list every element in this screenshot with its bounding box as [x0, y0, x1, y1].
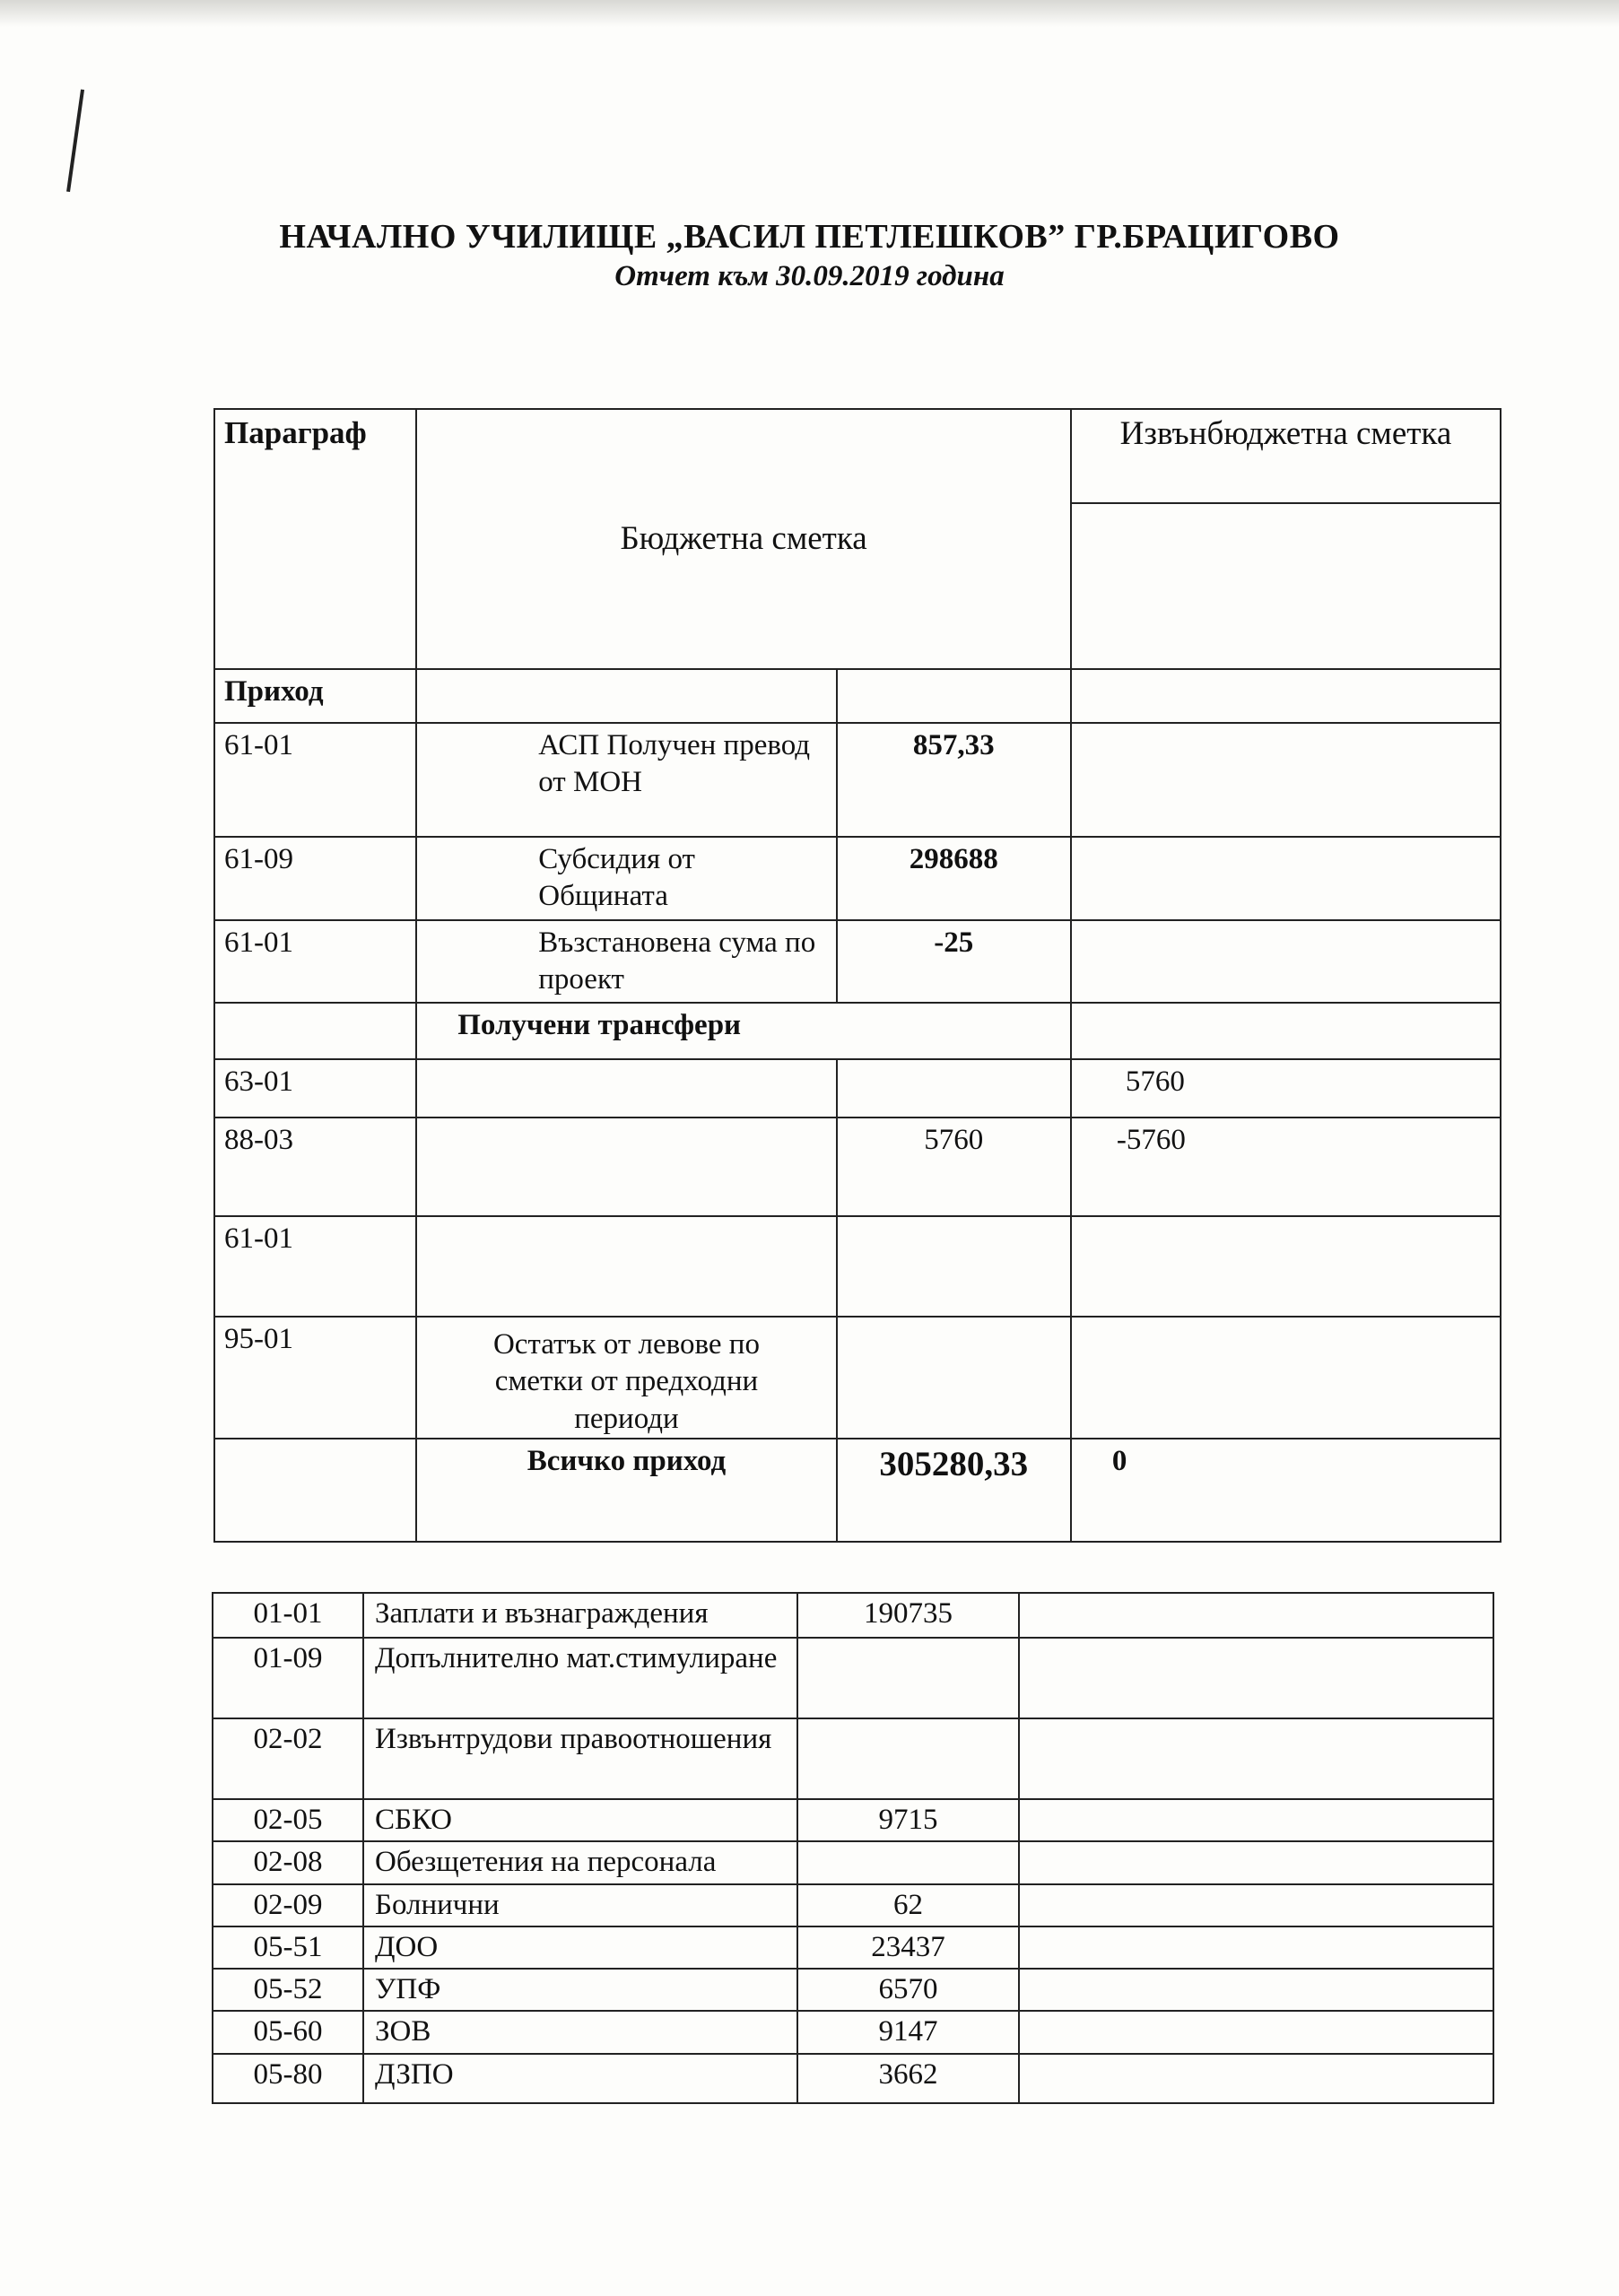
- row-budget: 5760: [837, 1118, 1071, 1216]
- row-budget: [797, 1638, 1019, 1718]
- table-row: [213, 2054, 1493, 2103]
- row-desc: Заплати и възнаграждения: [363, 1593, 797, 1638]
- table-row: [214, 1216, 1501, 1317]
- row-code: 01-01: [213, 1593, 363, 1638]
- row-desc: [416, 1216, 836, 1317]
- total-extra: 0: [1071, 1439, 1501, 1542]
- row-budget: [797, 1718, 1019, 1799]
- row-code: 63-01: [214, 1059, 416, 1118]
- row-desc: ДЗПО: [363, 2054, 797, 2103]
- row-extra: [1019, 1799, 1493, 1841]
- table-row: [214, 1059, 1501, 1118]
- row-extra: [1019, 1638, 1493, 1718]
- section-row: [214, 669, 1501, 723]
- table-row: [214, 837, 1501, 920]
- row-desc: ЗОВ: [363, 2011, 797, 2053]
- row-code: 02-09: [213, 1884, 363, 1926]
- transfers-row: [214, 1003, 1501, 1059]
- row-budget: [837, 1059, 1071, 1118]
- row-code: 02-02: [213, 1718, 363, 1799]
- row-code: 05-52: [213, 1969, 363, 2011]
- row-budget: 9715: [797, 1799, 1019, 1841]
- row-extra: 5760: [1071, 1059, 1501, 1118]
- row-extra: [1071, 723, 1501, 837]
- row-desc: АСП Получен превод от МОН: [416, 723, 836, 837]
- col-extra-subheader: [1071, 503, 1501, 669]
- table-row: [213, 1799, 1493, 1841]
- col-extra-header: Извънбюджетна сметка: [1071, 409, 1501, 503]
- row-desc: УПФ: [363, 1969, 797, 2011]
- row-extra: [1019, 2054, 1493, 2103]
- expense-table: [212, 1592, 1494, 2104]
- row-code: 05-60: [213, 2011, 363, 2053]
- row-extra: [1019, 1969, 1493, 2011]
- scan-edge: [0, 0, 1619, 27]
- row-desc: [416, 1059, 836, 1118]
- row-budget: 23437: [797, 1926, 1019, 1969]
- document-title: НАЧАЛНО УЧИЛИЩЕ „ВАСИЛ ПЕТЛЕШКОВ” ГР.БРАЦИГОВО: [279, 218, 1340, 256]
- row-extra: [1019, 1593, 1493, 1638]
- table-row: [214, 1317, 1501, 1439]
- row-desc: Остатък от левове по сметки от предходни периоди: [416, 1317, 836, 1439]
- table-row: [213, 1969, 1493, 2011]
- row-budget: [837, 1216, 1071, 1317]
- row-extra: [1019, 1884, 1493, 1926]
- row-desc: Болнични: [363, 1884, 797, 1926]
- row-extra: [1019, 1841, 1493, 1883]
- total-budget: 305280,33: [837, 1439, 1071, 1542]
- document-subtitle: Отчет към 30.09.2019 година: [614, 260, 1005, 292]
- table-row: [213, 1884, 1493, 1926]
- row-code: 61-01: [214, 723, 416, 837]
- row-code: 95-01: [214, 1317, 416, 1439]
- total-label: Всичко приход: [416, 1439, 836, 1542]
- total-row: [214, 1439, 1501, 1542]
- row-budget: 190735: [797, 1593, 1019, 1638]
- row-extra: [1071, 837, 1501, 920]
- transfers-label: Получени трансфери: [416, 1003, 1071, 1059]
- row-extra: [1071, 1216, 1501, 1317]
- row-budget: -25: [837, 920, 1071, 1004]
- row-code: 61-01: [214, 1216, 416, 1317]
- row-extra: [1071, 920, 1501, 1004]
- row-budget: [837, 1317, 1071, 1439]
- row-desc: Обезщетения на персонала: [363, 1841, 797, 1883]
- row-budget: 857,33: [837, 723, 1071, 837]
- row-extra: [1019, 2011, 1493, 2053]
- row-code: 61-09: [214, 837, 416, 920]
- row-budget: [797, 1841, 1019, 1883]
- table-row: [213, 1638, 1493, 1718]
- row-desc: Извънтрудови правоотношения: [363, 1718, 797, 1799]
- table-row: [214, 920, 1501, 1004]
- binder-clip-mark: [66, 90, 93, 194]
- table-row: [213, 1926, 1493, 1969]
- row-budget: 62: [797, 1884, 1019, 1926]
- row-desc: Субсидия от Общината: [416, 837, 836, 920]
- row-code: 61-01: [214, 920, 416, 1004]
- table-row: [213, 1593, 1493, 1638]
- row-code: 02-05: [213, 1799, 363, 1841]
- col-budget-header: Бюджетна сметка: [416, 409, 1071, 669]
- col-paragraph-header: Параграф: [214, 409, 416, 669]
- row-extra: -5760: [1071, 1118, 1501, 1216]
- row-extra: [1071, 1317, 1501, 1439]
- row-budget: 298688: [837, 837, 1071, 920]
- row-desc: СБКО: [363, 1799, 797, 1841]
- table-row: [213, 2011, 1493, 2053]
- table-header-row: [214, 409, 1501, 503]
- income-table: [213, 408, 1501, 1543]
- row-code: 01-09: [213, 1638, 363, 1718]
- table-row: [214, 723, 1501, 837]
- row-code: 05-51: [213, 1926, 363, 1969]
- row-desc: Допълнително мат.стимулиране: [363, 1638, 797, 1718]
- row-budget: 3662: [797, 2054, 1019, 2103]
- row-extra: [1019, 1926, 1493, 1969]
- row-code: 05-80: [213, 2054, 363, 2103]
- table-row: [213, 1718, 1493, 1799]
- row-code: 88-03: [214, 1118, 416, 1216]
- row-desc: [416, 1118, 836, 1216]
- row-budget: 6570: [797, 1969, 1019, 2011]
- row-extra: [1019, 1718, 1493, 1799]
- row-desc: ДОО: [363, 1926, 797, 1969]
- row-code: 02-08: [213, 1841, 363, 1883]
- table-row: [213, 1841, 1493, 1883]
- section-income-label: Приход: [214, 669, 416, 723]
- row-desc: Възстановена сума по проект: [416, 920, 836, 1004]
- table-row: [214, 1118, 1501, 1216]
- row-budget: 9147: [797, 2011, 1019, 2053]
